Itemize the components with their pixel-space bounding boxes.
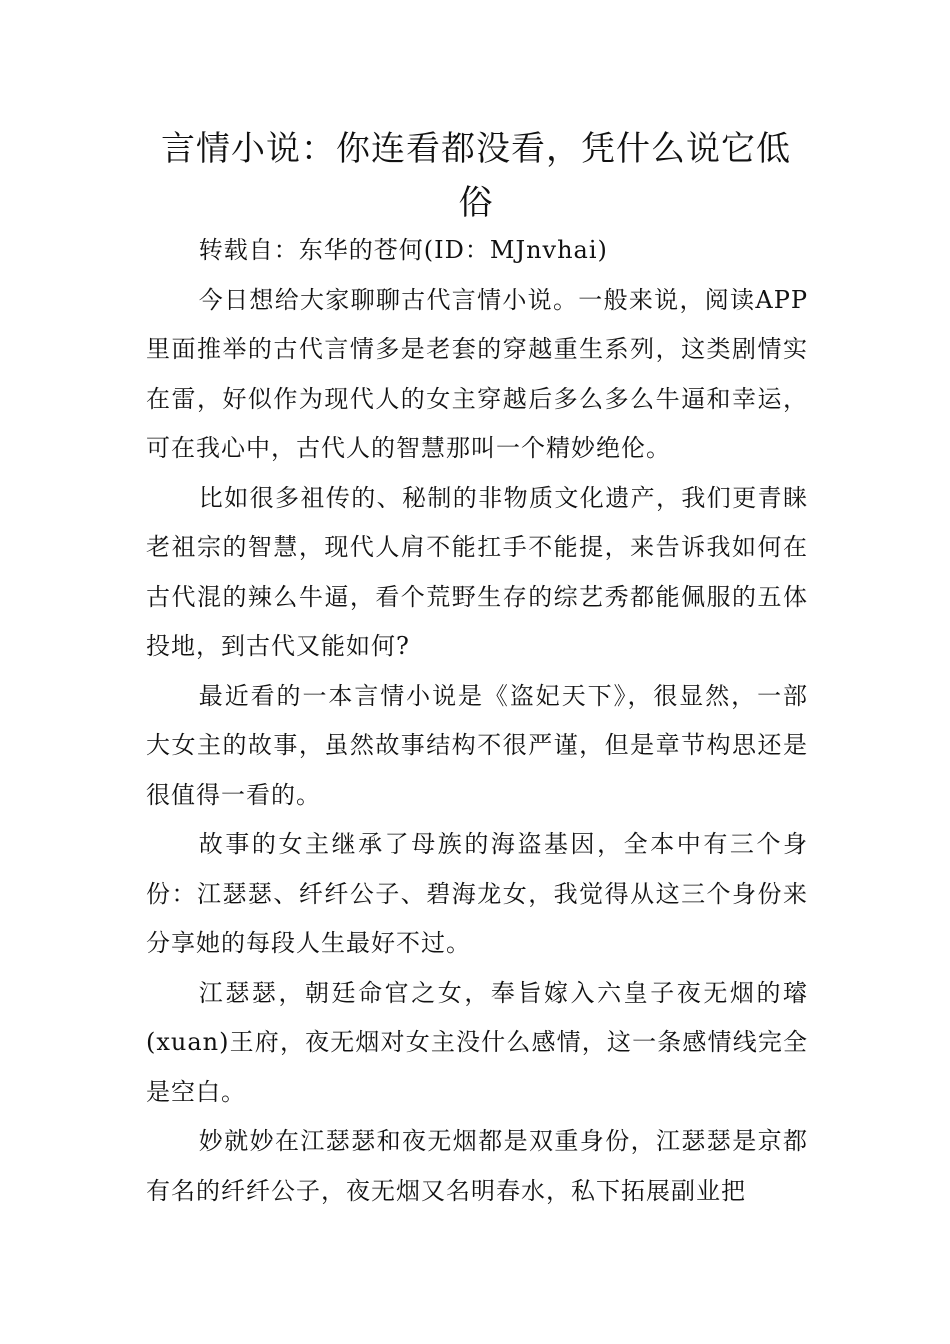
paragraph-2: 比如很多祖传的、秘制的非物质文化遗产，我们更青睐老祖宗的智慧，现代人肩不能扛手不能提，来告诉我如何在古代混的辣么牛逼，看个荒野生存的综艺秀都能佩服的五体投地，到古代又能如何? xyxy=(146,483,808,660)
paragraph-3: 最近看的一本言情小说是《盗妃天下》，很显然，一部大女主的故事，虽然故事结构不很严谨，但是章节构思还是很值得一看的。 xyxy=(146,681,808,809)
article-body xyxy=(146,226,808,1216)
paragraph-6: 妙就妙在江瑟瑟和夜无烟都是双重身份，江瑟瑟是京都有名的纤纤公子，夜无烟又名明春水，私下拓展副业把 xyxy=(146,1127,808,1205)
paragraph-1: 今日想给大家聊聊古代言情小说。一般来说，阅读APP里面推举的古代言情多是老套的穿越重生系列，这类剧情实在雷，好似作为现代人的女主穿越后多么多么牛逼和幸运，可在我心中，古代人的智慧那叫一个精妙绝伦。 xyxy=(146,285,808,462)
source-line: 转载自：东华的苍何(ID：MJnvhai) xyxy=(198,236,608,264)
paragraph-4: 故事的女主继承了母族的海盗基因，全本中有三个身份：江瑟瑟、纤纤公子、碧海龙女，我觉得从这三个身份来分享她的每段人生最好不过。 xyxy=(146,830,808,957)
document-title: 言情小说：你连看都没看，凭什么说它低俗 xyxy=(161,129,791,223)
paragraph-5: 江瑟瑟，朝廷命官之女，奉旨嫁入六皇子夜无烟的璿(xuan)王府，夜无烟对女主没什么感情，这一条感情线完全是空白。 xyxy=(146,978,808,1106)
